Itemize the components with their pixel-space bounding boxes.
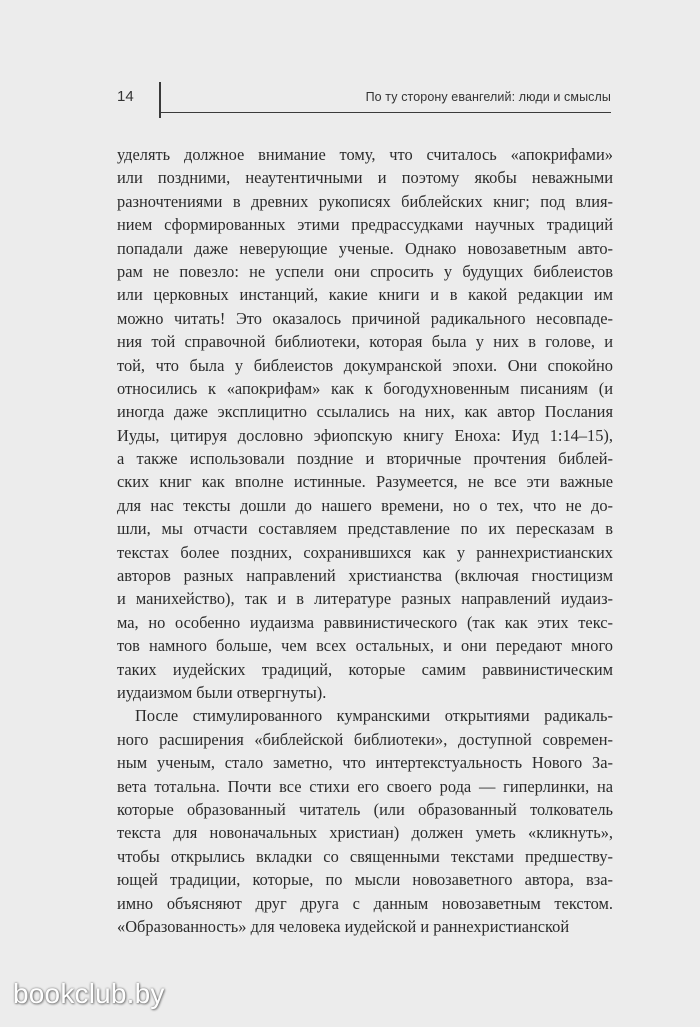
header-rule [159, 112, 611, 113]
text-line: уделять должное внимание тому, что считалось «апокрифами» [117, 145, 613, 164]
text-line: имно объясняют друг друга с данным новозаветным текстом. [117, 893, 613, 913]
page-header [117, 86, 611, 114]
text-line: ющей традиции, которые, по мысли новозаветного автора, вза- [117, 870, 613, 890]
body-text [117, 143, 613, 938]
text-line: вета тотальна. Почти все стихи его своего рода — гиперлинки, на [117, 776, 613, 796]
running-title: По ту сторону евангелий: люди и смыслы [365, 90, 611, 104]
text-line: нием сформированных этими предрассудками научных традиций [117, 215, 613, 235]
text-line: После стимулированного кумранскими открытиями радикаль- [135, 706, 613, 726]
text-line: или поздними, неаутентичными и поэтому якобы неважными [117, 168, 613, 188]
paragraph [117, 143, 613, 704]
text-line: тов намного больше, чем всех остальных, и они передают много [117, 636, 613, 656]
text-line: ния той справочной библиотеки, которая была у них в голове, и [117, 332, 613, 352]
text-line: текста для новоначальных христиан) должен уметь «кликнуть», [117, 823, 613, 843]
text-line: иногда даже эксплицитно ссылались на них, как автор Послания [117, 402, 613, 422]
watermark-logo: bookclub.by [13, 978, 165, 1009]
text-line: ным ученым, стало заметно, что интертекстуальность Нового За- [117, 753, 613, 773]
text-line: чтобы открылись вкладки со священными текстами предшеству- [117, 846, 613, 866]
text-line: для нас тексты дошли до нашего времени, но о тех, что не до- [117, 495, 613, 515]
text-line: ма, но особенно иудаизма раввинистического (так как этих текс- [117, 612, 613, 632]
text-line: иудаизмом были отвергнуты). [117, 682, 327, 702]
text-line: таких иудейских традиций, которые самим раввинистическим [117, 659, 613, 679]
text-line: разночтениями в древних рукописях библейских книг; под влия- [117, 191, 613, 211]
text-line: относились к «апокрифам» как к богодухновенным писаниям (и [117, 378, 613, 398]
text-line: а также использовали поздние и вторичные прочтения библей- [117, 449, 613, 469]
text-line: которые образованный читатель (или образованный толкователь [117, 799, 613, 819]
text-line: ских книг как вполне истинные. Разумеется, не все эти важные [117, 472, 613, 492]
paragraph [117, 704, 613, 938]
text-line: или церковных инстанций, какие книги и в какой редакции им [117, 285, 613, 305]
text-line: попадали даже неверующие ученые. Однако новозаветным авто- [117, 238, 613, 258]
text-line: текстах более поздних, сохранившихся как у раннехристианских [117, 542, 613, 562]
text-line: той, что была у библеистов докумранской эпохи. Они спокойно [117, 355, 613, 375]
page-number: 14 [117, 88, 134, 105]
text-line: и манихейство), так и в литературе разных направлений иудаиз- [117, 589, 613, 609]
text-line: авторов разных направлений христианства (включая гностицизм [117, 566, 613, 586]
text-line: можно читать! Это оказалось причиной радикального несовпаде- [117, 308, 613, 328]
text-line: ного расширения «библейской библиотеки», доступной современ- [117, 729, 613, 749]
text-line: «Образованность» для человека иудейской и раннехристианской [117, 916, 570, 936]
text-line: рам не повезло: не успели они спросить у будущих библеистов [117, 261, 613, 281]
text-line: Иуды, цитируя дословно эфиопскую книгу Еноха: Иуд 1:14–15), [117, 425, 613, 445]
text-line: шли, мы отчасти составляем представление по их пересказам в [117, 519, 613, 539]
